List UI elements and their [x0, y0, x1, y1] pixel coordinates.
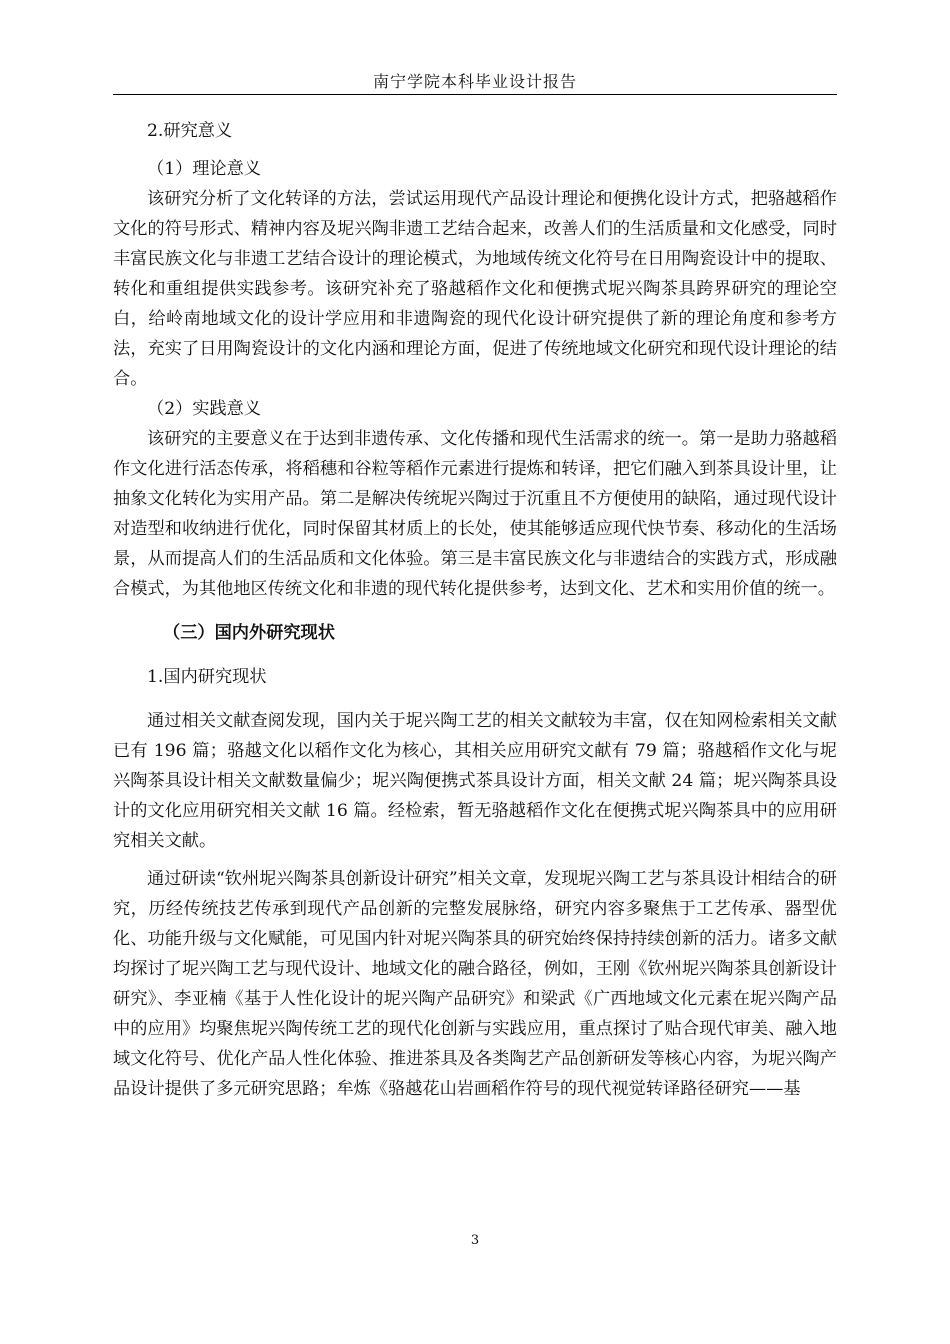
section-title-research-significance: 2.研究意义	[147, 121, 233, 141]
page-number: 3	[470, 1233, 480, 1248]
page-header: 南宁学院本科毕业设计报告	[372, 72, 577, 91]
paragraph-domestic-1: 通过相关文献查阅发现，国内关于坭兴陶工艺的相关文献较为丰富，仅在知网检索相关文献已有 196 篇；骆越文化以稻作文化为核心，其相关应用研究文献有 79 篇；骆越稻作文化与坭兴陶茶具设计相关文献数量偏少；坭兴陶便携式茶具设计方面，相关文献 24 篇；坭兴陶茶具设计的文化应用研究相关文献 16 篇。经检索，暂无骆越稻作文化在便携式坭兴陶茶具中的应用研究相关文献。	[113, 711, 837, 851]
chapter-title-research-status: （三）国内外研究现状	[163, 623, 335, 643]
section-title-domestic-status: 1.国内研究现状	[147, 667, 267, 687]
page-body	[113, 116, 837, 1104]
paragraph-domestic-2: 通过研读“钦州坭兴陶茶具创新设计研究”相关文章，发现坭兴陶工艺与茶具设计相结合的研究，历经传统技艺传承到现代产品创新的完整发展脉络，研究内容多聚焦于工艺传承、器型优化、功能升级与文化赋能，可见国内针对坭兴陶茶具的研究始终保持持续创新的活力。诸多文献均探讨了坭兴陶工艺与现代设计、地域文化的融合路径，例如，王刚《钦州坭兴陶茶具创新设计研究》、李亚楠《基于人性化设计的坭兴陶产品研究》和梁武《广西地域文化元素在坭兴陶产品中的应用》均聚焦坭兴陶传统工艺的现代化创新与实践应用，重点探讨了贴合现代审美、融入地域文化符号、优化产品人性化体验、推进茶具及各类陶艺产品创新研发等核心内容，为坭兴陶产品设计提供了多元研究思路；牟炼《骆越花山岩画稻作符号的现代视觉转译路径研究——基	[113, 869, 837, 1099]
header-rule	[113, 94, 837, 95]
paragraph-theory: 该研究分析了文化转译的方法，尝试运用现代产品设计理论和便携化设计方式，把骆越稻作文化的符号形式、精神内容及坭兴陶非遗工艺结合起来，改善人们的生活质量和文化感受，同时丰富民族文化与非遗工艺结合设计的理论模式，为地域传统文化符号在日用陶瓷设计中的提取、转化和重组提供实践参考。该研究补充了骆越稻作文化和便携式坭兴陶茶具跨界研究的理论空白，给岭南地域文化的设计学应用和非遗陶瓷的现代化设计研究提供了新的理论角度和参考方法，充实了日用陶瓷设计的文化内涵和理论方面，促进了传统地域文化研究和现代设计理论的结合。	[113, 189, 837, 389]
paragraph-practice: 该研究的主要意义在于达到非遗传承、文化传播和现代生活需求的统一。第一是助力骆越稻作文化进行活态传承，将稻穗和谷粒等稻作元素进行提炼和转译，把它们融入到茶具设计里，让抽象文化转化为实用产品。第二是解决传统坭兴陶过于沉重且不方便使用的缺陷，通过现代设计对造型和收纳进行优化，同时保留其材质上的长处，使其能够适应现代快节奏、移动化的生活场景，从而提高人们的生活品质和文化体验。第三是丰富民族文化与非遗结合的实践方式，形成融合模式，为其他地区传统文化和非遗的现代转化提供参考，达到文化、艺术和实用价值的统一。	[113, 429, 837, 599]
subsection-title-practice: （2）实践意义	[147, 399, 262, 419]
subsection-title-theory: （1）理论意义	[147, 159, 262, 179]
